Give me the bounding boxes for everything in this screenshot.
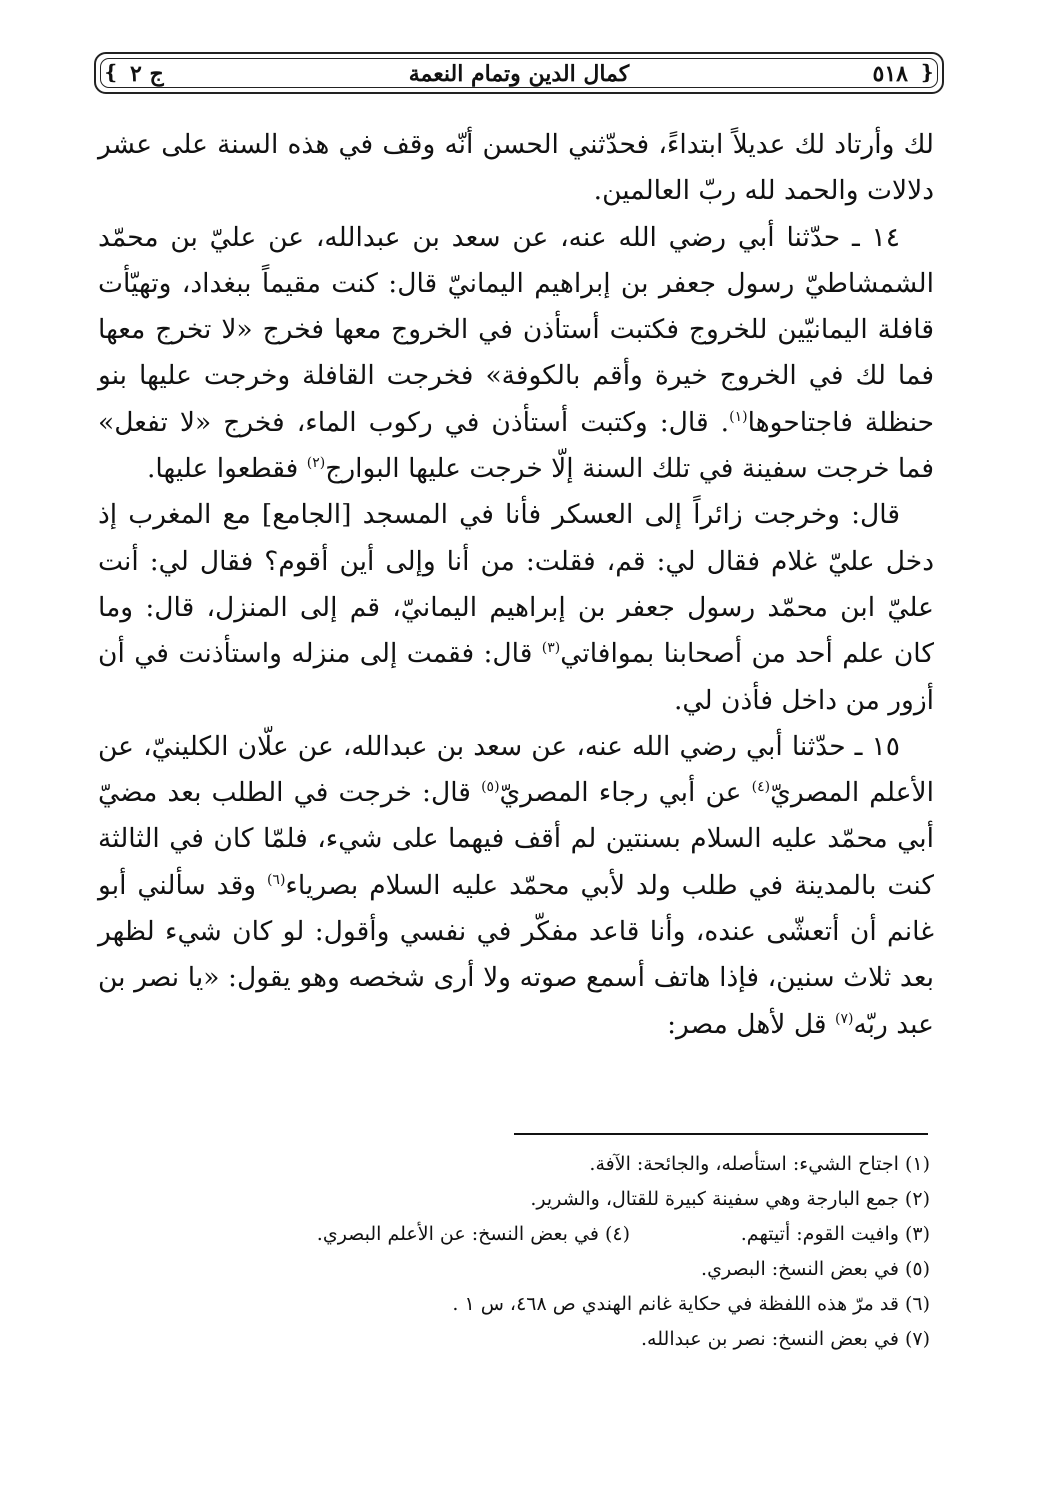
footnote-ref-7[interactable]: (٧) (835, 1010, 854, 1027)
hadith-15-text-d: وقد سألني أبو غانم أن أتعشّى عنده، وأنا قاعد مفكّر في نفسي وأقول: لو كان شيء لظهر بعد ثلاث سنين، فإذا هاتف أسمع صوته ولا أرى شخصه وهو يقول: «يا نصر بن عبد ربّه (98, 869, 934, 1040)
hadith-14-text-b: . قال: وكتبت أستأذن في ركوب الماء، فخرج «لا تفعل» فما خرجت سفينة في تلك السنة إلّا خرجت عليها البوارج (98, 406, 934, 485)
footnote-ref-1[interactable]: (١) (729, 408, 748, 425)
footnote-5: (٥) في بعض النسخ: البصري. (701, 1258, 930, 1280)
paragraph-3-text-b: قال: فقمت إلى منزله واستأذنت في أن أزور من داخل فأذن لي. (98, 638, 934, 716)
paragraph-1-text: لك وأرتاد لك عديلاً ابتداءً، فحدّثني الحسن أنّه وقف في هذه السنة على عشر دلالات والحمد لله ربّ العالمين. (98, 129, 934, 207)
hadith-15-text-a: ١٥ ـ حدّثنا أبي رضي الله عنه، عن سعد بن عبدالله، عن علّان الكلينيّ، عن الأعلم المصريّ (98, 730, 934, 809)
left-ornament-icon: ❴ (102, 60, 120, 84)
hadith-15-text-c: قال: خرجت في الطلب بعد مضيّ أبي محمّد عليه السلام بسنتين لم أقف فيهما على شيء، فلمّا كان في الثالثة كنت بالمدينة في طلب ولد لأبي محمّد عليه السلام بصرياء (98, 777, 934, 901)
footnote-6: (٦) قد مرّ هذه اللفظة في حكاية غانم الهندي ص ٤٦٨، س ١ . (452, 1293, 930, 1315)
footnote-ref-3[interactable]: (٣) (541, 640, 561, 657)
paragraph-3 (98, 492, 934, 723)
footnote-separator (514, 1133, 928, 1135)
footnote-2: (٢) جمع البارجة وهي سفينة كبيرة للقتال، والشرير. (530, 1188, 930, 1210)
volume-label: ج ٢ (130, 61, 164, 87)
running-header (94, 52, 944, 94)
book-title: كمال الدين وتمام النعمة (408, 61, 630, 87)
hadith-15-text-e: قل لأهل مصر: (667, 1008, 835, 1040)
footnote-4: (٤) في بعض النسخ: عن الأعلم البصري. (316, 1223, 630, 1245)
paragraph-hadith-14 (98, 215, 934, 493)
hadith-14-text-c: فقطعوا عليها. (146, 453, 307, 485)
hadith-14-text-a: ١٤ ـ حدّثنا أبي رضي الله عنه، عن سعد بن عبدالله، عن عليّ بن محمّد الشمشاطيّ رسول جعفر بن إبراهيم اليمانيّ قال: كنت مقيماً ببغداد، وتهيّأت قافلة اليمانيّين للخروج فكتبت أستأذن في الخروج معها فخرج «لا تخرج معها فما لك في الخروج خيرة وأقم بالكوفة» فخرجت القافلة وخرجت عليها بنو حنظلة فاجتاحوها (98, 221, 935, 438)
footnotes (160, 1147, 930, 1357)
page-number: ٥١٨ (872, 61, 908, 87)
paragraph-3-text-a: قال: وخرجت زائراً إلى العسكر فأنا في المسجد [الجامع] مع المغرب إذ دخل عليّ غلام فقال لي: قم، فقلت: من أنا وإلى أين أقوم؟ فقال لي: أنت عليّ ابن محمّد رسول جعفر بن إبراهيم اليمانيّ، قم إلى المنزل، قال: وما كان علم أحد من أصحابنا بموافاتي (98, 499, 934, 670)
footnote-3: (٣) وافيت القوم: أتيتهم. (740, 1223, 930, 1245)
main-text (98, 122, 934, 1048)
footnote-1: (١) اجتاح الشيء: استأصله، والجائحة: الآفة. (589, 1153, 930, 1175)
footnote-row-3-4 (160, 1217, 930, 1252)
hadith-15-text-b: عن أبي رجاء المصريّ (499, 777, 752, 809)
paragraph-hadith-15 (98, 724, 934, 1048)
footnote-ref-5[interactable]: (٥) (481, 779, 500, 796)
right-ornament-icon: ❵ (918, 60, 936, 84)
footnote-7: (٧) في بعض النسخ: نصر بن عبدالله. (641, 1328, 930, 1350)
footnote-ref-4[interactable]: (٤) (751, 779, 771, 796)
footnote-ref-2[interactable]: (٢) (306, 455, 326, 472)
footnote-ref-6[interactable]: (٦) (266, 871, 286, 888)
paragraph-1 (98, 122, 934, 215)
